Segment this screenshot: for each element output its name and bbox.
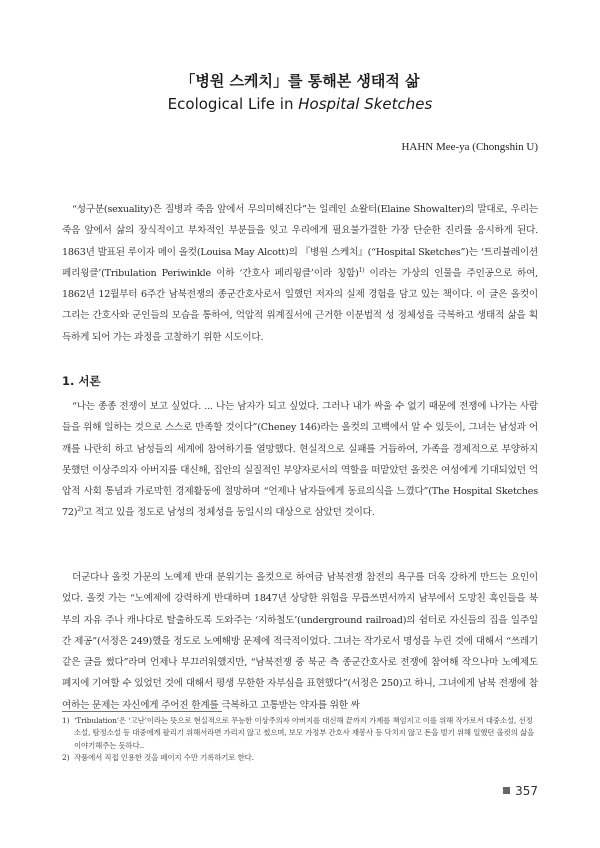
title-english-italic: Hospital Sketches: [298, 95, 433, 113]
footnote-number: 1): [62, 716, 70, 725]
footnote-number: 2): [62, 753, 70, 763]
footnote-text: ‘Tribulation’은 ‘고난’이라는 뜻으로 현실적으로 무능한 이상주의자 아버지를 대신해 끝까지 가계를 책임지고 이를 위해 작가로서 대중소설, 선정소설, 탐정소설 등 대중에게 팔리기 위해서라면 가리지 않고 썼으며, 보모 가정부 간호사 재봉사 등 닥치지 않고 돈을 벌기 위해 일했던 올컷의 삶을 이야기해주는 듯하다..: [74, 716, 535, 750]
footnote-item: [62, 715, 538, 752]
footnote-text: 작품에서 직접 인용한 것을 페이지 수만 기록하기로 한다.: [74, 753, 254, 763]
page-marker-icon: [503, 787, 510, 794]
page-number: [503, 784, 538, 798]
abstract-text-tail: 이라는 가상의 인물을 주인공으로 하여, 1862년 12월부터 6주간 남북전쟁의 종군간호사로서 일했던 저자의 실제 경험을 담고 있는 책이다. 이 글은 올컷이 그리는 간호사와 군인들의 모습을 통하여, 억압적 위계질서에 근거한 이분법적 성 정체성을 극복하고 생태적 삶을 획득하게 되어 가는 과정을 고찰하기 위한 시도이다.: [62, 267, 538, 343]
footnote-ref-1: 1): [358, 266, 365, 274]
title-english-prefix: Ecological Life in: [167, 95, 299, 113]
section-heading: 1. 서론: [62, 374, 101, 388]
abstract-paragraph: [62, 199, 538, 348]
abstract-text: “성구분(sexuality)은 질병과 죽음 앞에서 무의미해진다”는 일레인 쇼왈터(Elaine Showalter)의 말대로, 우리는 죽음 앞에서 삶의 장식적이고 부차적인 부분들을 잊고 우리에게 필요불가결한 가장 단순한 진리를 응시하게 된다. 1863년 발표된 루이자 메이 올컷(Louisa May Alcott)의 『병원 스케치』(“Hospital Sketches”)는 ‘트리뷸레이션 페리윙클’(Tribulation Periwinkle 이하 ‘간호사 페리윙클’이라 칭함): [62, 204, 538, 279]
body-paragraph-1-text: “나는 종종 전쟁이 보고 싶었다. ... 나는 남자가 되고 싶었다. 그러나 내가 싸울 수 없기 때문에 전쟁에 나가는 사람들을 위해 일하는 것으로 스스로 만족할 것이다”(Cheney 146)라는 올컷의 고백에서 알 수 있듯이, 그녀는 남성과 어깨를 나란히 하고 남성들의 세계에 참여하기를 열망했다. 현실적으로 실패를 거듭하여, 가족을 경제적으로 부양하지 못했던 이상주의자 아버지를 대신해, 집안의 실질적인 부양자로서의 역할을 떠맡았던 올컷은 여성에게 기대되었던 억압적 사회 통념과 가로막힌 경제활동에 절망하며 “언제나 남자들에게 동료의식을 느꼈다”(The Hospital Sketches 72): [62, 401, 538, 519]
body-paragraph-1-tail: 고 적고 있을 정도로 남성의 정체성을 동일시의 대상으로 삼았던 것이다.: [83, 507, 375, 519]
footnote-ref-2: 2): [77, 506, 84, 514]
title-korean: 「병원 스케치」를 통해본 생태적 삶: [180, 72, 420, 90]
body-paragraph-2-text: 더군다나 올컷 가문의 노예제 반대 분위기는 올컷으로 하여금 남북전쟁 참전의 욕구를 더욱 강하게 만드는 요인이었다. 올컷 가는 “노예제에 강력하게 반대하며 1847년 상당한 위험을 무릅쓰면서까지 남부에서 도망친 흑인들을 북부의 자유 주나 캐나다로 탈출하도록 도와주는 ‘지하철도’(underground railroad)의 쉼터로 자신들의 집을 일주일 간 제공”(서정은 249)했을 정도로 노예해방 문제에 적극적이었다. 그녀는 작가로서 명성을 누린 것에 대해서 “쓰레기 같은 글을 썼다”라며 언제나 부끄러워했지만, “남북전쟁 중 북군 측 종군간호사로 전쟁에 참여해 작으나마 노예제도 폐지에 기여할 수 있었던 것에 대해서 평생 무한한 자부심을 표현했다”(서정은 250)고 하니, 그녀에게 남북 전쟁에 참여하는 문제는 자신에게 주어진 한계를 극복하고 고통받는 약자를 위한 싸: [62, 572, 538, 711]
footnotes: [62, 715, 538, 765]
page-number-value: 357: [515, 784, 538, 798]
footnote-divider: [62, 711, 222, 712]
body-paragraph-2: [62, 567, 538, 716]
title-english: [0, 95, 600, 113]
author-line: HAHN Mee-ya (Chongshin U): [401, 141, 538, 153]
body-paragraph-1: [62, 396, 538, 524]
footnote-item: [62, 752, 538, 764]
